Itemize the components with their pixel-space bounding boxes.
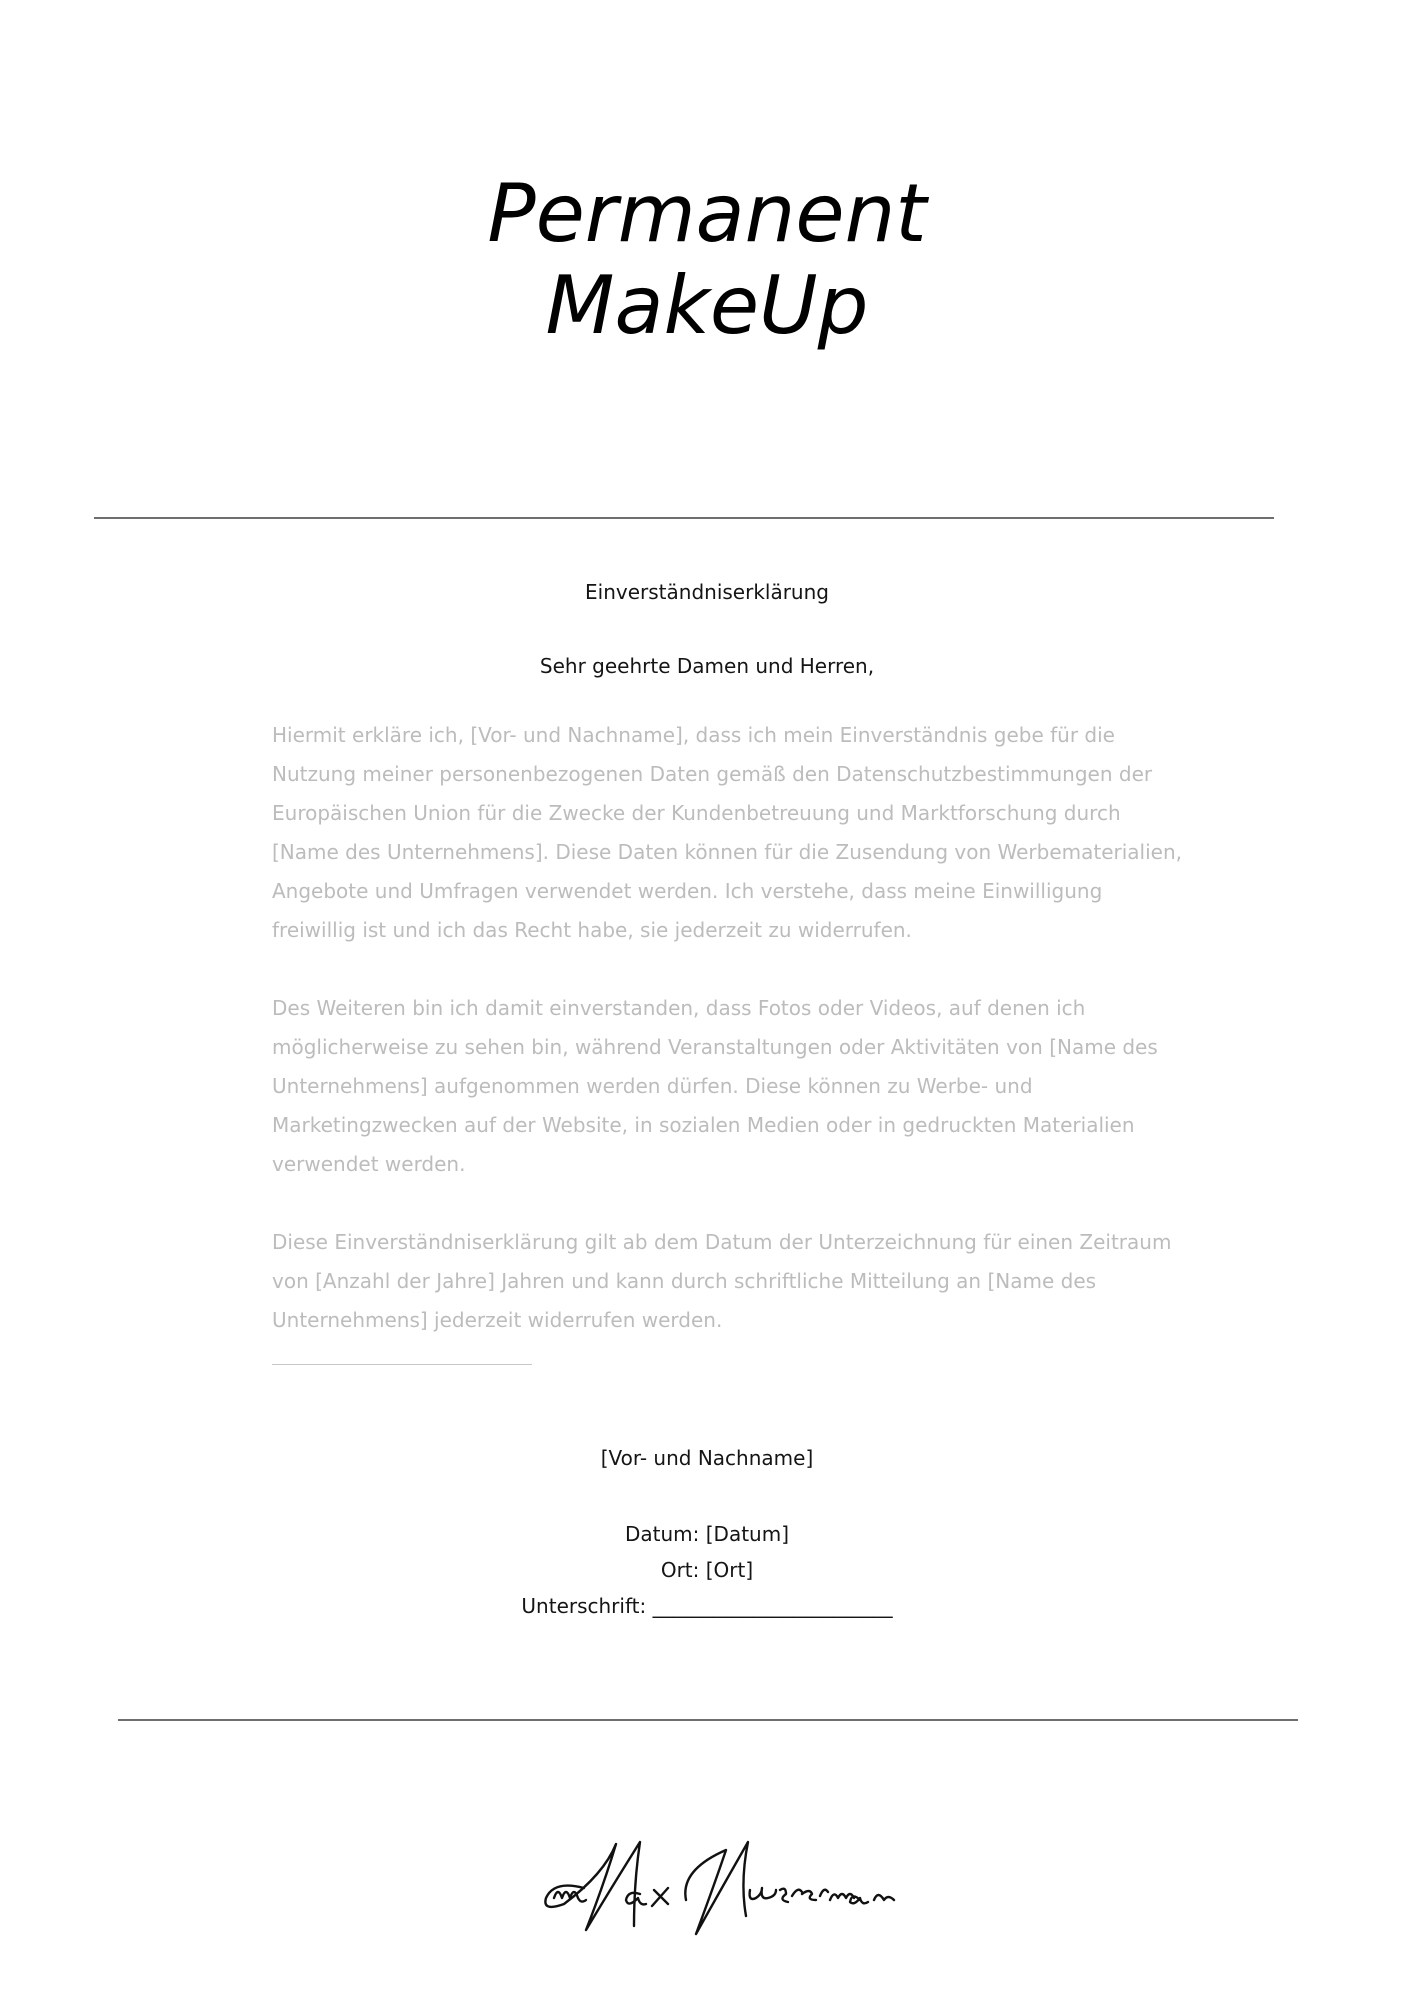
paragraph-media-consent: Des Weiteren bin ich damit einverstanden, dass Fotos oder Videos, auf denen ich möglicherweise zu sehen bin, während Veranstaltungen oder Aktivitäten von [Name des Unternehmens] aufgenommen werden dürfen. Diese können zu Werbe- und Marketingzwecken auf der Website, in sozialen Medien oder in gedruckten Materialien verwendet werden. — [272, 996, 1158, 1176]
consent-body — [272, 716, 1192, 1379]
paragraph-validity: Diese Einverständniserklärung gilt ab dem Datum der Unterzeichnung für einen Zeitraum von [Anzahl der Jahre] Jahren und kann durch schriftliche Mitteilung an [Name des Unternehmens] jederzeit widerrufen werden. — [272, 1230, 1172, 1332]
signature-line: Unterschrift: ________________________ — [521, 1594, 893, 1618]
bottom-divider — [118, 1719, 1298, 1721]
greeting: Sehr geehrte Damen und Herren, — [539, 654, 875, 678]
signature-details — [0, 1516, 1414, 1624]
paragraph-data-consent: Hiermit erkläre ich, [Vor- und Nachname], dass ich mein Einverständnis gebe für die Nutzung meiner personenbezogenen Daten gemäß den Datenschutzbestimmungen der Europäischen Union für die Zwecke der Kundenbetreuung und Marktforschung durch [Name des Unternehmens]. Diese Daten können für die Zusendung von Werbematerialien, Angebote und Umfragen verwendet werden. Ich verstehe, dass meine Einwilligung freiwillig ist und ich das Recht habe, sie jederzeit zu widerrufen. — [272, 723, 1182, 942]
consent-heading: Einverständniserklärung — [585, 580, 829, 604]
top-divider — [94, 517, 1274, 519]
title-line-1: Permanent — [487, 167, 927, 260]
signer-name: [Vor- und Nachname] — [600, 1446, 814, 1470]
title-line-2: MakeUp — [545, 259, 869, 352]
place-line: Ort: [Ort] — [660, 1558, 754, 1582]
date-line: Datum: [Datum] — [624, 1522, 789, 1546]
short-divider — [272, 1364, 532, 1365]
document-title — [0, 168, 1414, 352]
handwritten-signature — [540, 1830, 920, 1940]
